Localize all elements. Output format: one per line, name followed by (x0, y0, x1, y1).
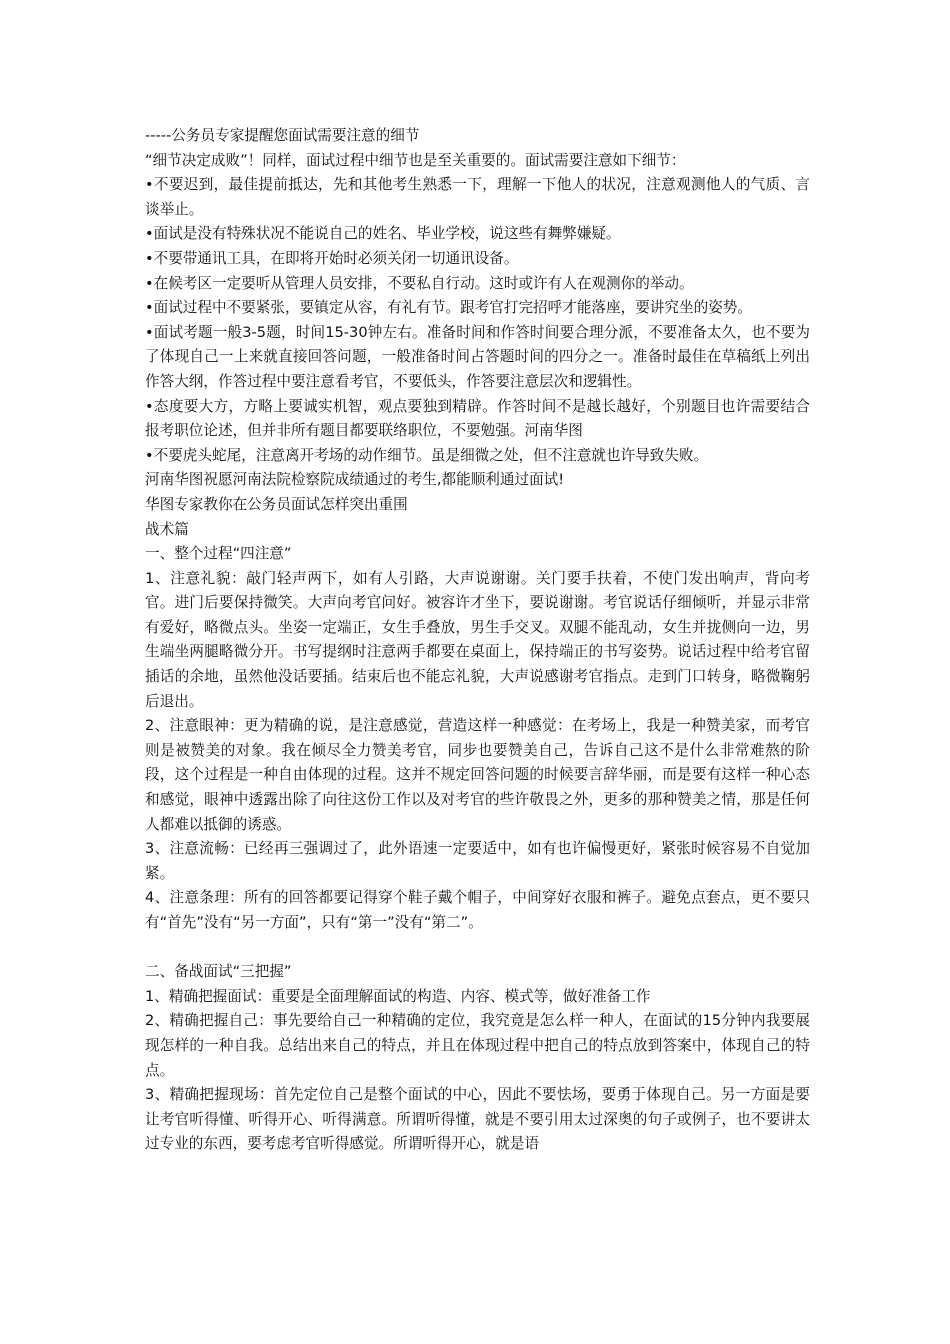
closing-line: 河南华图祝愿河南法院检察院成绩通过的考生,都能顺利通过面试! (145, 471, 565, 489)
bullet-item: •面试是没有特殊状况不能说自己的姓名、毕业学校，说这些有舞弊嫌疑。 (145, 225, 621, 243)
numbered-item: 2、精确把握自己：事先要给自己一种精确的定位，我究竟是怎么样一种人，在面试的15分钟内我要展现怎样的一种自我。总结出来自己的特点，并且在体现过程中把自己的特点放到答案中，体现自己的特点。 (145, 1012, 810, 1079)
numbered-item: 3、精确把握现场：首先定位自己是整个面试的中心，因此不要怯场，要勇于体现自己。另一方面是要让考官听得懂、听得开心、听得满意。所谓听得懂，就是不要引用太过深奥的句子或例子，也不要讲太过专业的东西，要考虑考官听得感觉。所谓听得开心，就是语 (145, 1086, 810, 1153)
bullet-item: •不要带通讯工具，在即将开始时必须关闭一切通讯设备。 (145, 249, 519, 267)
bullet-item: •态度要大方，方略上要诚实机智，观点要独到精辟。作答时间不是越长越好，个别题目也许需要结合报考职位论述，但并非所有题目都要联络职位，不要勉强。河南华图 (145, 397, 810, 440)
numbered-item: 4、注意条理：所有的回答都要记得穿个鞋子戴个帽子，中间穿好衣服和裤子。避免点套点，更不要只有“首先”没有“另一方面”，只有“第一”没有“第二”。 (145, 889, 810, 931)
document-title: -----公务员专家提醒您面试需要注意的细节 (145, 127, 420, 144)
bullet-item: •面试考题一般3-5题，时间15-30钟左右。准备时间和作答时间要合理分派，不要准备太久，也不要为了体现自己一上来就直接回答问题，一般准备时间占答题时间的四分之一。准备时最佳在草稿纸上列出作答大纲，作答过程中要注意看考官，不要低头，作答要注意层次和逻辑性。 (145, 323, 810, 390)
subsection-title: 战术篇 (145, 520, 189, 538)
section-title: 华图专家教你在公务员面试怎样突出重围 (145, 495, 408, 513)
heading-four-attentions: 一、整个过程“四注意” (145, 545, 292, 563)
numbered-item: 3、注意流畅：已经再三强调过了，此外语速一定要适中，如有也许偏慢更好，紧张时候容易不自觉加紧。 (145, 840, 810, 882)
numbered-item: 1、精确把握面试：重要是全面理解面试的构造、内容、模式等，做好准备工作 (145, 987, 651, 1005)
numbered-item: 2、注意眼神：更为精确的说，是注意感觉，营造这样一种感觉：在考场上，我是一种赞美家，而考官则是被赞美的对象。我在倾尽全力赞美考官，同步也要赞美自己，告诉自己这不是什么非常难熬的阶段，这个过程是一种自由体现的过程。这并不规定回答问题的时候要言辞华丽，而是要有这样一种心态和感觉，眼神中透露出除了向往这份工作以及对考官的些许敬畏之外，更多的那种赞美之情，那是任何人都难以抵御的诱惑。 (145, 717, 810, 833)
heading-three-grasps: 二、备战面试“三把握” (145, 963, 292, 981)
bullet-item: •面试过程中不要紧张，要镇定从容，有礼有节。跟考官打完招呼才能落座，要讲究坐的姿势。 (145, 299, 752, 317)
intro-paragraph: “细节决定成败”！同样，面试过程中细节也是至关重要的。面试需要注意如下细节： (145, 151, 686, 169)
document-body (145, 124, 810, 1157)
numbered-item: 1、注意礼貌：敲门轻声两下，如有人引路，大声说谢谢。关门要手扶着，不使门发出响声，背向考官。进门后要保持微笑。大声向考官问好。被容许才坐下，要说谢谢。考官说话仔细倾听，并显示非常有爱好，略微点头。坐姿一定端正，女生手叠放，男生手交叉。双腿不能乱动，女生并拢侧向一边，男生端坐两腿略微分开。书写提纲时注意两手都要在桌面上，保持端正的书写姿势。说话过程中给考官留插话的余地，虽然他没话要插。结束后也不能忘礼貌，大声说感谢考官指点。走到门口转身，略微鞠躬后退出。 (145, 569, 810, 710)
bullet-item: •不要虎头蛇尾，注意离开考场的动作细节。虽是细微之处，但不注意就也许导致失败。 (145, 446, 709, 464)
bullet-item: •不要迟到，最佳提前抵达，先和其他考生熟悉一下，理解一下他人的状况，注意观测他人的气质、言谈举止。 (145, 176, 810, 218)
blank-line (145, 936, 810, 961)
bullet-item: •在候考区一定要听从管理人员安排，不要私自行动。这时或许有人在观测你的举动。 (145, 274, 694, 292)
